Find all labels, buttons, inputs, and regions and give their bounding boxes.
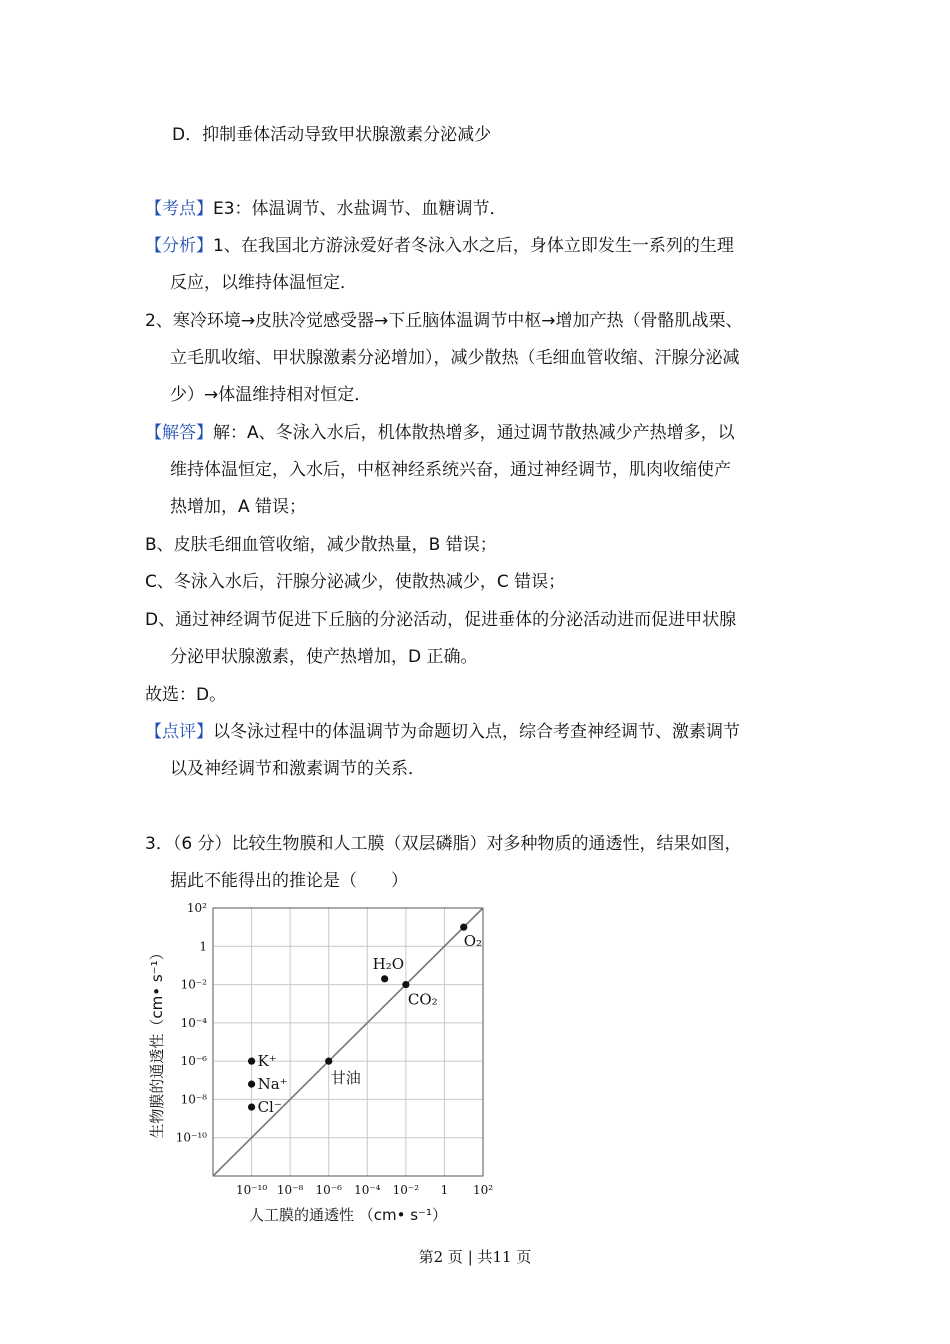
fenxi-text1: 1、在我国北方游泳爱好者冬泳入水之后，身体立即发生一系列的生理 [213, 236, 734, 256]
point-label: Na⁺ [257, 1075, 288, 1094]
question3-line2: 据此不能得出的推论是（ ） [170, 871, 408, 891]
data-point [248, 1103, 255, 1110]
question3-line1: 3．（6 分）比较生物膜和人工膜（双层磷脂）对多种物质的通透性，结果如图， [145, 834, 742, 854]
y-tick-label: 10⁻⁸ [180, 1092, 207, 1107]
diagonal-line [213, 908, 483, 1176]
data-point [248, 1081, 255, 1088]
guxuan: 故选：D。 [145, 685, 227, 705]
data-point [325, 1058, 332, 1065]
data-point [402, 981, 409, 988]
dianping-tag: 【点评】 [145, 722, 213, 742]
answer-b: B、皮肤毛细血管收缩，减少散热量，B 错误； [145, 535, 497, 555]
jieda-line3: 热增加，A 错误； [170, 497, 307, 517]
data-point [460, 924, 467, 931]
y-tick-label: 10⁻¹⁰ [175, 1130, 207, 1145]
x-tick-label: 10⁻⁸ [276, 1183, 304, 1197]
data-point [381, 975, 388, 982]
point-label: Cl⁻ [257, 1098, 282, 1117]
x-tick-label: 10² [472, 1183, 494, 1197]
dianping-line2: 以及神经调节和激素调节的关系． [170, 759, 425, 779]
page-footer: 第2 页 | 共11 页 [418, 1248, 532, 1266]
data-point [248, 1058, 255, 1065]
fenxi-tag: 【分析】 [145, 236, 213, 256]
dianping-text1: 以冬泳过程中的体温调节为命题切入点，综合考查神经调节、激素调节 [213, 722, 740, 742]
kaodian-tag: 【考点】 [145, 199, 213, 219]
y-tick-label: 1 [199, 939, 207, 954]
x-tick-label: 10⁻² [392, 1183, 420, 1197]
permeability-chart [140, 895, 520, 1235]
x-tick-label: 10⁻¹⁰ [235, 1183, 268, 1197]
kaodian-line [145, 198, 507, 220]
point-label: H₂O [372, 954, 405, 973]
kaodian-text: E3：体温调节、水盐调节、血糖调节． [213, 199, 507, 219]
fenxi-line1 [145, 235, 734, 257]
p2-line3: 少）→体温维持相对恒定． [170, 385, 372, 405]
point-label: 甘油 [330, 1069, 361, 1088]
point-label: O₂ [463, 932, 483, 951]
jieda-tag: 【解答】 [145, 423, 213, 443]
y-tick-label: 10² [186, 901, 207, 915]
x-tick-label: 10⁻⁶ [315, 1183, 342, 1197]
point-label: CO₂ [407, 990, 438, 1009]
answer-d-line2: 分泌甲状腺激素，使产热增加，D 正确。 [170, 647, 478, 667]
dianping-line1 [145, 721, 740, 743]
y-tick-label: 10⁻² [180, 977, 207, 992]
y-tick-label: 10⁻⁴ [180, 1015, 207, 1030]
option-d: D．抑制垂体活动导致甲状腺激素分泌减少 [172, 125, 492, 145]
y-tick-label: 10⁻⁶ [180, 1054, 207, 1069]
y-axis-label: 生物膜的通透性（cm• s⁻¹） [148, 945, 166, 1139]
jieda-line2: 维持体温恒定，入水后，中枢神经系统兴奋，通过神经调节，肌肉收缩使产 [170, 460, 731, 480]
x-tick-label: 10⁻⁴ [354, 1183, 381, 1197]
answer-d-line1: D、通过神经调节促进下丘脑的分泌活动，促进垂体的分泌活动进而促进甲状腺 [145, 610, 737, 630]
p2-line2: 立毛肌收缩、甲状腺激素分泌增加），减少散热（毛细血管收缩、汗腺分泌减 [170, 348, 740, 368]
jieda-text1: 解：A、冬泳入水后，机体散热增多，通过调节散热减少产热增多，以 [213, 423, 735, 443]
p2-line1: 2、寒冷环境→皮肤冷觉感受器→下丘脑体温调节中枢→增加产热（骨骼肌战栗、 [145, 311, 743, 331]
answer-c: C、冬泳入水后，汗腺分泌减少，使散热减少，C 错误； [145, 572, 566, 592]
jieda-line1 [145, 422, 735, 444]
x-tick-label: 1 [440, 1183, 449, 1197]
x-axis-label: 人工膜的通透性 （cm• s⁻¹） [249, 1206, 447, 1224]
fenxi-line2: 反应，以维持体温恒定． [170, 273, 357, 293]
point-label: K⁺ [257, 1052, 277, 1071]
